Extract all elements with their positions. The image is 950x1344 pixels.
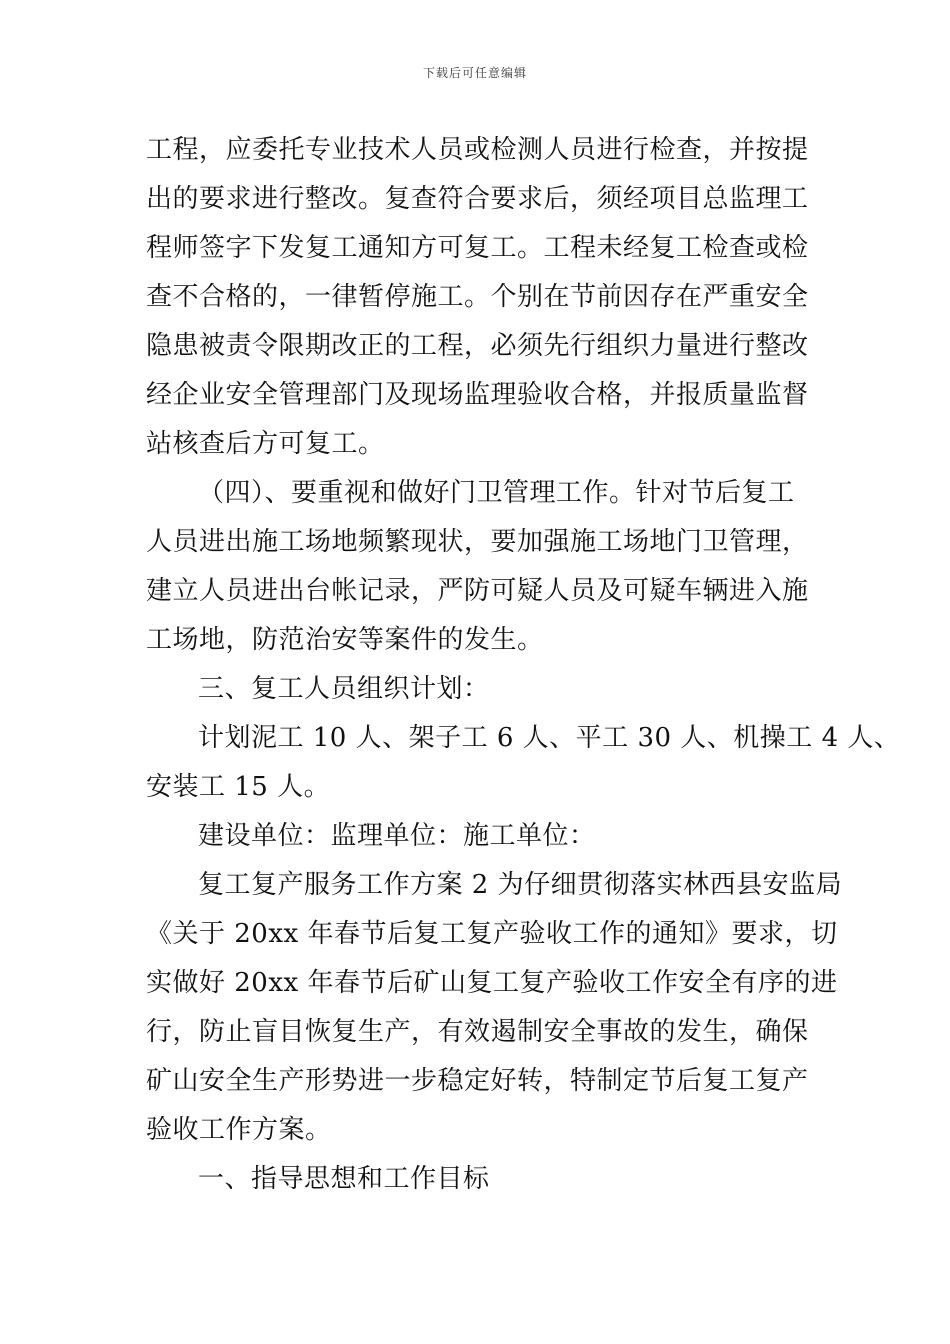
text-line: 站核查后方可复工。 xyxy=(146,429,385,459)
paragraph-heading-four: （四）、要重视和做好门卫管理工作。针对节后复工 xyxy=(198,478,795,508)
text-line: 建立人员进出台帐记录，严防可疑人员及可疑车辆进入施 xyxy=(146,576,809,606)
text-line: 行，防止盲目恢复生产，有效遏制安全事故的发生，确保 xyxy=(146,1017,809,1047)
text-line: 安装工 15 人。 xyxy=(146,772,331,802)
text-line: 验收工作方案。 xyxy=(146,1115,332,1145)
text-line: 工程，应委托专业技术人员或检测人员进行检查，并按提 xyxy=(146,135,809,165)
section-heading-one: 一、指导思想和工作目标 xyxy=(198,1164,490,1194)
text-line: 矿山安全生产形势进一步稳定好转，特制定节后复工复产 xyxy=(146,1066,809,1096)
text-line: 经企业安全管理部门及现场监理验收合格，并报质量监督 xyxy=(146,380,809,410)
staffing-plan-line: 计划泥工 10 人、架子工 6 人、平工 30 人、机操工 4 人、 xyxy=(198,723,901,753)
document-body xyxy=(146,126,901,1204)
text-line: 人员进出施工场地频繁现状，要加强施工场地门卫管理， xyxy=(146,527,809,557)
page-header: 下载后可任意编辑 xyxy=(422,66,527,80)
text-line: 查不合格的，一律暂停施工。个别在节前因存在严重安全 xyxy=(146,282,809,312)
text-line: 《关于 20xx 年春节后复工复产验收工作的通知》要求，切 xyxy=(146,919,838,949)
text-line: 程师签字下发复工通知方可复工。工程未经复工检查或检 xyxy=(146,233,809,263)
plan-two-intro-line: 复工复产服务工作方案 2 为仔细贯彻落实林西县安监局 xyxy=(198,870,843,900)
section-heading-three: 三、复工人员组织计划： xyxy=(198,674,490,704)
text-line: 出的要求进行整改。复查符合要求后，须经项目总监理工 xyxy=(146,184,809,214)
signature-units-line: 建设单位：监理单位：施工单位： xyxy=(198,821,596,851)
text-line: 隐患被责令限期改正的工程，必须先行组织力量进行整改 xyxy=(146,331,809,361)
text-line: 实做好 20xx 年春节后矿山复工复产验收工作安全有序的进 xyxy=(146,968,838,998)
text-line: 工场地，防范治安等案件的发生。 xyxy=(146,625,544,655)
